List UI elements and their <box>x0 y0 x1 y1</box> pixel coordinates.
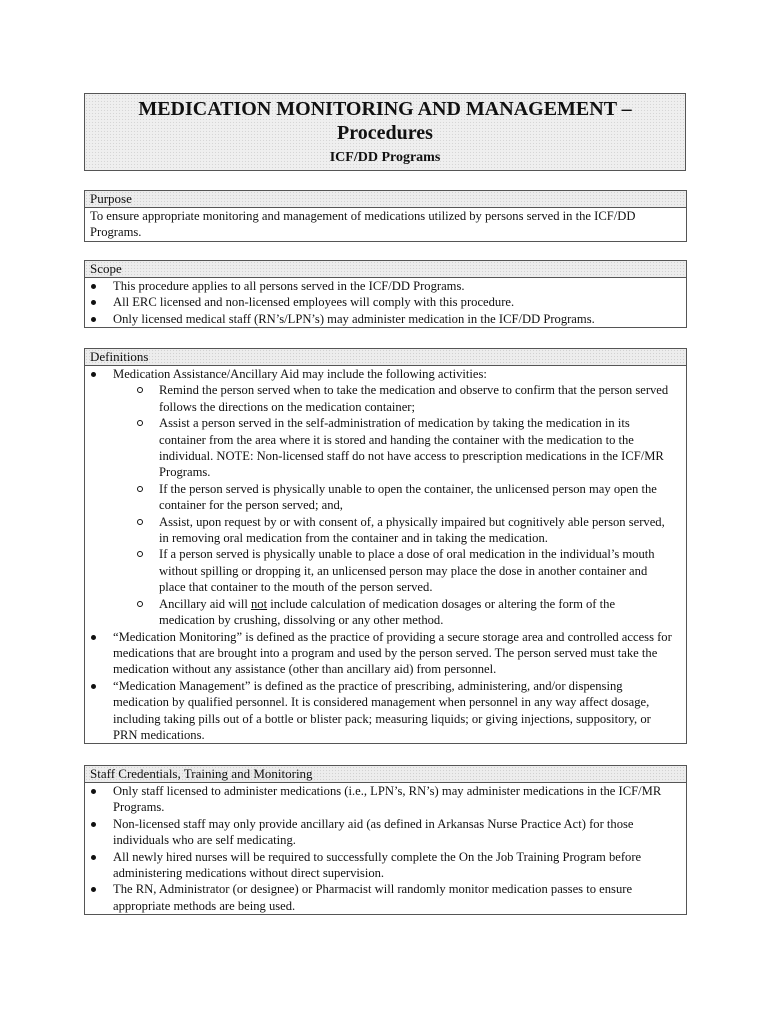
sub-list-item: Remind the person served when to take the medication and observe to confirm that the person served follows the directions on the medication container; <box>113 382 678 415</box>
list-item: All newly hired nurses will be required to successfully complete the On the Job Training Program before administering medications without direct supervision. <box>85 849 686 882</box>
document-title: MEDICATION MONITORING AND MANAGEMENT – <box>138 98 632 120</box>
bullet-icon <box>91 684 96 689</box>
circle-bullet-icon <box>137 420 143 426</box>
document-title-procedures: Procedures <box>337 122 433 144</box>
list-item <box>85 366 686 629</box>
bullet-icon <box>91 372 96 377</box>
staff-heading: Staff Credentials, Training and Monitoring <box>85 766 686 783</box>
list-item: All ERC licensed and non-licensed employees will comply with this procedure. <box>85 294 686 310</box>
circle-bullet-icon <box>137 551 143 557</box>
medication-management-definition: “Medication Management” is defined as the practice of prescribing, administering, and/or dispensing medication by qualified personnel. It is considered management when personnel in any way affect dosage, including taking pills out of a bottle or blister pack; measuring liquids; or giving injections, suppository, or PRN medications. <box>113 678 651 742</box>
sub-list-item: Assist, upon request by or with consent of, a physically impaired but cognitively able person served, in removing oral medication from the container and in taking the medication. <box>113 514 678 547</box>
bullet-icon <box>91 635 96 640</box>
ancillary-intro: Medication Assistance/Ancillary Aid may include the following activities: <box>113 367 487 381</box>
list-item: This procedure applies to all persons served in the ICF/DD Programs. <box>85 278 686 294</box>
scope-heading: Scope <box>85 261 686 278</box>
bullet-icon <box>91 317 96 322</box>
list-item: Only licensed medical staff (RN’s/LPN’s) may administer medication in the ICF/DD Programs. <box>85 311 686 327</box>
circle-bullet-icon <box>137 486 143 492</box>
list-item: Non-licensed staff may only provide ancillary aid (as defined in Arkansas Nurse Practice Act) for those individuals who are self medicating. <box>85 816 686 849</box>
bullet-icon <box>91 822 96 827</box>
sub-list-item: If the person served is physically unable to open the container, the unlicensed person may open the container for the person served; and, <box>113 481 678 514</box>
bullet-icon <box>91 855 96 860</box>
circle-bullet-icon <box>137 601 143 607</box>
scope-section <box>84 260 687 328</box>
list-item: Only staff licensed to administer medications (i.e., LPN’s, RN’s) may administer medications in the ICF/MR Programs. <box>85 783 686 816</box>
list-item: The RN, Administrator (or designee) or Pharmacist will randomly monitor medication passes to ensure appropriate methods are being used. <box>85 881 686 914</box>
list-item <box>85 629 686 678</box>
definitions-section <box>84 348 687 744</box>
sub-list-item: Ancillary aid will not include calculation of medication dosages or altering the form of the medication by crushing, dissolving or any other method. <box>113 596 678 629</box>
purpose-section <box>84 190 687 242</box>
list-item <box>85 678 686 744</box>
bullet-icon <box>91 887 96 892</box>
sub-list-item: Assist a person served in the self-administration of medication by taking the medication in its container from the area where it is stored and handing the container with the medication to the individual. NOTE: Non-licensed staff do not have access to prescription medications in the ICF/MR Programs. <box>113 415 678 481</box>
document-subtitle: ICF/DD Programs <box>329 150 441 165</box>
circle-bullet-icon <box>137 387 143 393</box>
circle-bullet-icon <box>137 519 143 525</box>
bullet-icon <box>91 300 96 305</box>
bullet-icon <box>91 284 96 289</box>
definitions-heading: Definitions <box>85 349 686 366</box>
purpose-heading: Purpose <box>85 191 686 208</box>
title-box <box>84 93 686 171</box>
staff-section <box>84 765 687 915</box>
medication-monitoring-definition: “Medication Monitoring” is defined as the practice of providing a secure storage area and controlled access for medications that are brought into a program and used by the person served. The person served must take the medication without any assistance (other than ancillary aid) from personnel. <box>113 629 672 677</box>
sub-list-item: If a person served is physically unable to place a dose of oral medication in the individual’s mouth without spilling or dropping it, an unlicensed person may place the dose in another container and place that container to the mouth of the person served. <box>113 546 678 595</box>
purpose-text: To ensure appropriate monitoring and management of medications utilized by persons served in the ICF/DD Programs. <box>90 209 636 240</box>
bullet-icon <box>91 789 96 794</box>
